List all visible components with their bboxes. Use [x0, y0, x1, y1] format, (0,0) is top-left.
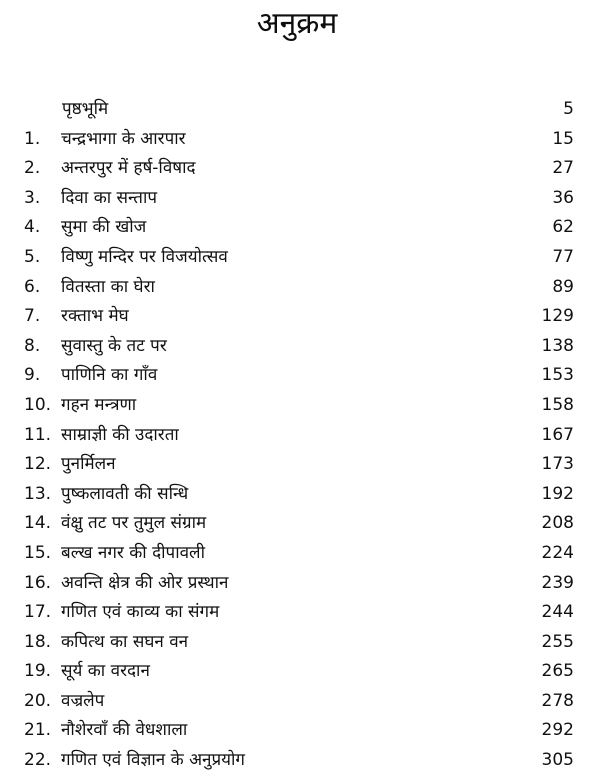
toc-entry-number: 19. [24, 661, 52, 682]
page-title: अनुक्रम [256, 6, 338, 41]
toc-entry-page: 278 [541, 690, 574, 711]
toc-entry-number: 11. [24, 424, 52, 445]
toc-entry-page: 138 [541, 335, 574, 356]
toc-entry-page: 239 [541, 572, 574, 593]
toc-entry-title: पृष्ठभूमि [62, 99, 109, 119]
toc-entry [0, 716, 600, 746]
toc-entry-title: कपित्थ का सघन वन [61, 631, 189, 652]
toc-entry-number: 1. [24, 128, 41, 149]
toc-entry-number: 6. [24, 276, 41, 297]
toc-entry-title: गणित एवं विज्ञान के अनुप्रयोग [61, 750, 245, 771]
toc-entry [0, 361, 600, 391]
toc-entry-title: अवन्ति क्षेत्र की ओर प्रस्थान [61, 572, 229, 593]
toc-entry-number: 17. [24, 602, 52, 623]
toc-entry-page: 167 [541, 424, 574, 445]
toc-entry-page: 265 [541, 661, 574, 682]
toc-entry [0, 480, 600, 510]
toc-entry-title: सूर्य का वरदान [61, 661, 150, 682]
toc-entry [0, 598, 600, 628]
toc-entry [0, 184, 600, 214]
toc-entry-title: पुष्कलावती की सन्धि [61, 483, 189, 504]
toc-entry [0, 125, 600, 155]
toc-entry-number: 13. [24, 483, 52, 504]
toc-entry [0, 273, 600, 303]
toc-entry-page: 62 [552, 217, 574, 238]
toc-entry-page: 15 [552, 128, 574, 149]
toc-entry [0, 509, 600, 539]
toc-entry [0, 628, 600, 658]
toc-entry [0, 332, 600, 362]
toc-entry [0, 391, 600, 421]
toc-entry [0, 450, 600, 480]
toc-entry-title: सुमा की खोज [61, 217, 147, 238]
toc-entry-page: 153 [541, 365, 574, 386]
toc-entry-number: 12. [24, 454, 52, 475]
toc-entry-title: गहन मन्त्रणा [61, 394, 137, 415]
toc-entry-title: वंक्षु तट पर तुमुल संग्राम [61, 513, 207, 534]
toc-entry-page: 208 [541, 513, 574, 534]
toc-entry-title: बल्ख नगर की दीपावली [61, 542, 205, 563]
toc-entry-number: 20. [24, 690, 52, 711]
toc-entry [0, 213, 600, 243]
toc-entry [0, 657, 600, 687]
toc-entry-title: वज्रलेप [61, 690, 105, 711]
toc-entry-page: 36 [552, 187, 574, 208]
toc-entry-title: चन्द्रभागा के आरपार [61, 128, 186, 149]
toc-entry-number: 7. [24, 306, 41, 327]
toc-entry-page: 77 [552, 246, 574, 267]
toc-entry [0, 243, 600, 273]
toc-entry-number: 4. [24, 217, 41, 238]
toc-entry-title: नौशेरवाँ की वेधशाला [61, 720, 188, 741]
toc-entry-page: 173 [541, 454, 574, 475]
toc-entry-title: वितस्ता का घेरा [61, 276, 155, 297]
toc-entry-page: 305 [541, 750, 574, 771]
toc-entry-page: 292 [541, 720, 574, 741]
toc-entry-number: 14. [24, 513, 52, 534]
toc-entry-number: 10. [24, 394, 52, 415]
toc-entry-number: 5. [24, 246, 41, 267]
toc-entry-page: 244 [541, 602, 574, 623]
toc-entry-page: 129 [541, 306, 574, 327]
toc-entry [0, 154, 600, 184]
toc-entry-title: अन्तरपुर में हर्ष-विषाद [61, 158, 196, 179]
toc-entry [0, 746, 600, 776]
table-of-contents [0, 95, 600, 776]
toc-entry-number: 3. [24, 187, 41, 208]
toc-entry [0, 539, 600, 569]
toc-entry-page: 192 [541, 483, 574, 504]
toc-entry-page: 224 [541, 542, 574, 563]
toc-entry-title: विष्णु मन्दिर पर विजयोत्सव [61, 246, 228, 267]
toc-entry-title: पुनर्मिलन [61, 454, 116, 475]
toc-entry-title: सुवास्तु के तट पर [61, 335, 167, 356]
toc-entry-number: 22. [24, 750, 52, 771]
toc-entry-page: 158 [541, 394, 574, 415]
toc-entry-number: 8. [24, 335, 41, 356]
toc-entry-number: 16. [24, 572, 52, 593]
toc-entry-title: दिवा का सन्ताप [61, 187, 158, 208]
toc-entry-number: 15. [24, 542, 52, 563]
toc-entry-title: साम्राज्ञी की उदारता [61, 424, 179, 445]
toc-entry-title: रक्ताभ मेघ [61, 306, 129, 327]
toc-entry [0, 421, 600, 451]
toc-entry-page: 255 [541, 631, 574, 652]
toc-entry-page: 5 [563, 99, 574, 119]
toc-entry-page: 27 [552, 158, 574, 179]
toc-entry-number: 9. [24, 365, 41, 386]
toc-entry [0, 687, 600, 717]
toc-entry-number: 21. [24, 720, 52, 741]
toc-entry [0, 95, 600, 125]
toc-entry-number: 18. [24, 631, 52, 652]
toc-entry-title: गणित एवं काव्य का संगम [61, 602, 220, 623]
toc-entry [0, 302, 600, 332]
toc-entry [0, 569, 600, 599]
toc-entry-title: पाणिनि का गाँव [61, 365, 158, 386]
toc-entry-page: 89 [552, 276, 574, 297]
toc-entry-number: 2. [24, 158, 41, 179]
